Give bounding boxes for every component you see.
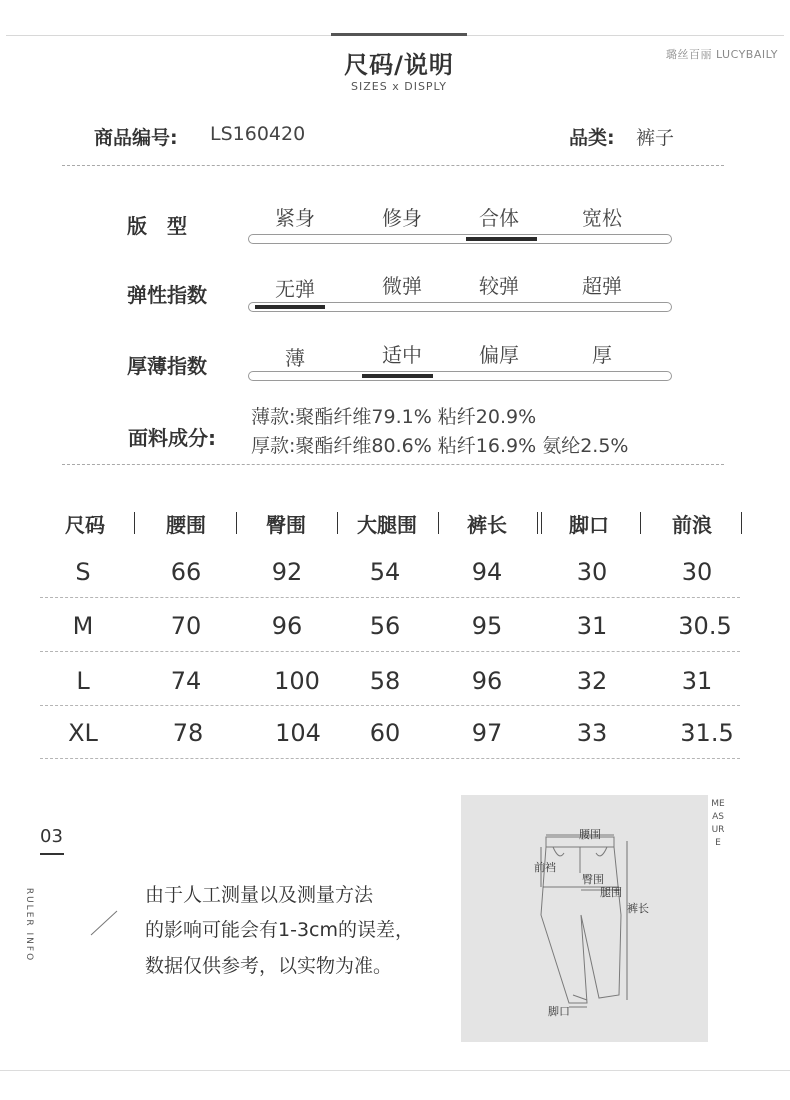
col-header-rise: 前浪: [672, 513, 712, 537]
table-cell: 30: [681, 558, 713, 586]
table-cell: 33: [576, 719, 608, 747]
thickness-label: 厚薄指数: [127, 354, 207, 378]
col-header-thigh: 大腿围: [357, 513, 417, 537]
diagram-label-hem: 脚口: [548, 1005, 570, 1018]
col-header-length: 裤长: [467, 513, 507, 537]
table-cell: 96: [471, 667, 503, 695]
row-divider: [40, 758, 740, 759]
row-divider: [40, 597, 740, 598]
table-cell: 31: [576, 612, 608, 640]
stretch-option-slight: 微弹: [382, 274, 422, 298]
table-cell: 104: [275, 719, 321, 747]
stretch-label: 弹性指数: [127, 283, 207, 307]
fabric-thin-composition: 薄款:聚酯纤维79.1% 粘纤20.9%: [251, 406, 537, 428]
table-cell: XL: [68, 719, 98, 747]
fit-option-regular: 合体: [479, 206, 519, 230]
page-subtitle: SIZES x DISPLY: [351, 80, 447, 93]
thickness-option-thin: 薄: [285, 346, 305, 370]
table-cell: 56: [369, 612, 401, 640]
thickness-option-medium: 适中: [382, 343, 422, 367]
row-divider: [40, 651, 740, 652]
ruler-info-vertical-label: RULER INFO: [24, 887, 35, 963]
slash-decoration-icon: [88, 908, 120, 938]
table-cell: 95: [471, 612, 503, 640]
bottom-divider: [0, 1070, 790, 1071]
col-header-size: 尺码: [65, 513, 105, 537]
pants-measure-diagram: [461, 795, 708, 1042]
category-label: 品类:: [569, 127, 615, 149]
fit-option-tight: 紧身: [275, 206, 315, 230]
stretch-scale-indicator: [255, 305, 325, 309]
stretch-option-medium: 较弹: [479, 274, 519, 298]
stretch-option-none: 无弹: [275, 277, 315, 301]
measurement-note-line: 由于人工测量以及测量方法: [145, 884, 374, 906]
fit-option-loose: 宽松: [582, 206, 622, 230]
col-separator: [236, 512, 237, 534]
table-cell: 96: [271, 612, 303, 640]
col-header-hem: 脚口: [569, 513, 609, 537]
col-separator: [537, 512, 538, 534]
row-divider: [40, 705, 740, 706]
fit-label: 版 型: [127, 214, 187, 238]
table-cell: 32: [576, 667, 608, 695]
thickness-option-thicker: 偏厚: [479, 343, 519, 367]
col-separator: [337, 512, 338, 534]
table-cell: M: [72, 612, 94, 640]
table-cell: 60: [369, 719, 401, 747]
table-cell: 30.5: [678, 612, 732, 640]
diagram-label-thigh: 腿围: [600, 886, 622, 899]
diagram-label-length: 裤长: [627, 902, 649, 915]
diagram-label-rise: 前裆: [534, 861, 556, 874]
info-divider: [62, 165, 724, 166]
diagram-label-waist: 腰围: [579, 828, 601, 841]
table-cell: S: [75, 558, 91, 586]
table-cell: 78: [172, 719, 204, 747]
col-separator: [134, 512, 135, 534]
category-value: 裤子: [636, 127, 675, 149]
table-cell: 94: [471, 558, 503, 586]
measurement-note-line: 的影响可能会有1-3cm的误差，: [145, 919, 414, 941]
table-cell: 31: [681, 667, 713, 695]
col-header-hip: 臀围: [266, 513, 306, 537]
table-cell: 70: [170, 612, 202, 640]
brand-logo-text: 璐丝百丽 LUCYBAILY: [665, 48, 778, 61]
fit-scale-indicator: [466, 237, 537, 241]
table-cell: 31.5: [680, 719, 734, 747]
table-cell: 92: [271, 558, 303, 586]
table-cell: 54: [369, 558, 401, 586]
col-separator: [741, 512, 742, 534]
table-cell: 30: [576, 558, 608, 586]
table-cell: 66: [170, 558, 202, 586]
measure-vertical-label: MEASURE: [711, 799, 725, 848]
thickness-scale-track: [248, 371, 672, 381]
col-header-waist: 腰围: [166, 513, 206, 537]
section-number: 03: [40, 826, 63, 847]
thickness-scale-indicator: [362, 374, 433, 378]
title-accent-bar: [331, 33, 467, 36]
table-cell: 74: [170, 667, 202, 695]
fabric-thick-composition: 厚款:聚酯纤维80.6% 粘纤16.9% 氨纶2.5%: [251, 435, 629, 457]
table-cell: L: [76, 667, 90, 695]
fit-option-slim: 修身: [382, 206, 422, 230]
page-title: 尺码/说明: [344, 51, 454, 79]
product-code-label: 商品编号:: [94, 127, 178, 149]
col-separator: [541, 512, 542, 534]
col-separator: [640, 512, 641, 534]
col-separator: [438, 512, 439, 534]
product-code-value: LS160420: [210, 123, 306, 145]
section-number-underline: [40, 853, 64, 855]
thickness-option-thick: 厚: [592, 343, 612, 367]
diagram-label-hip: 臀围: [582, 873, 604, 886]
table-cell: 97: [471, 719, 503, 747]
stretch-option-high: 超弹: [582, 274, 622, 298]
table-cell: 58: [369, 667, 401, 695]
table-cell: 100: [274, 667, 320, 695]
fabric-label: 面料成分:: [128, 426, 216, 450]
measurement-note-line: 数据仅供参考，以实物为准。: [145, 955, 393, 977]
fit-scale-track: [248, 234, 672, 244]
fabric-divider: [62, 464, 724, 465]
